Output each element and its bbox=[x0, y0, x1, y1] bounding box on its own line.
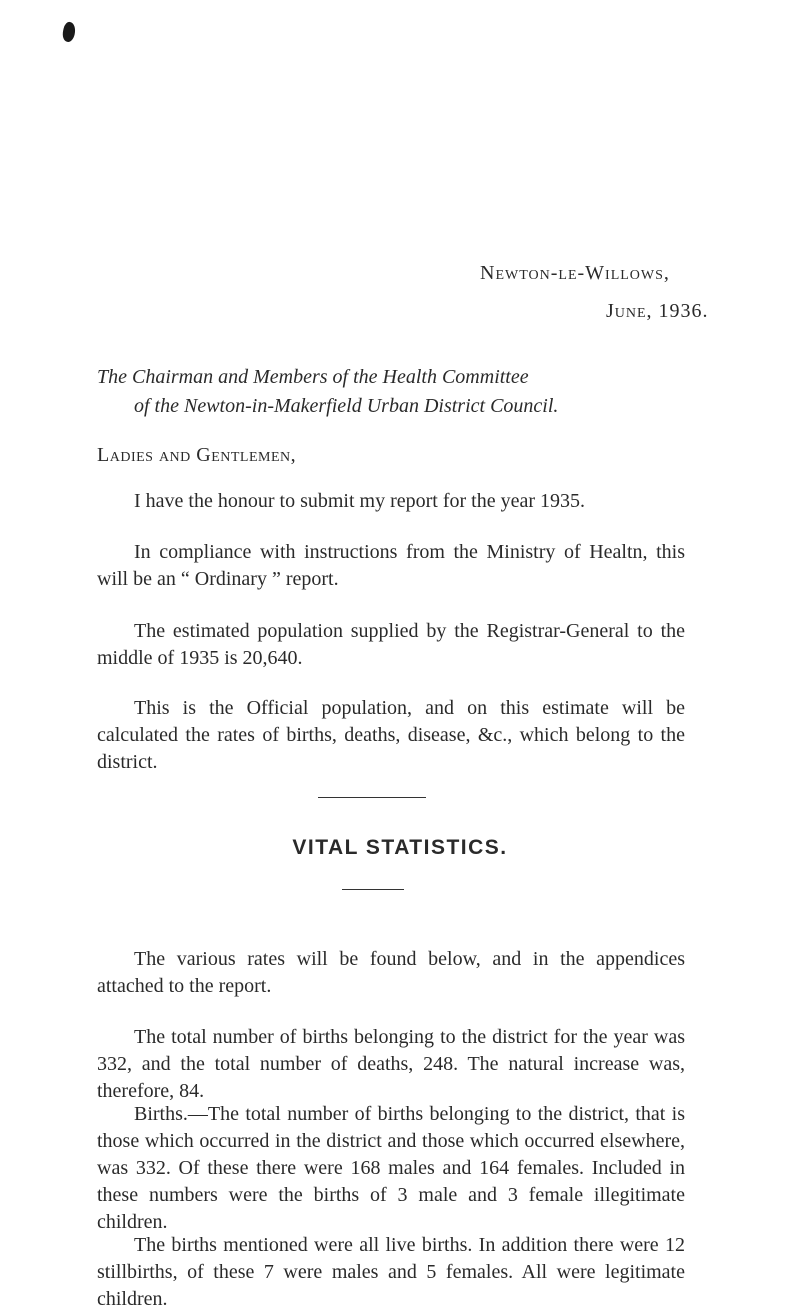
letter-place: Newton-le-Willows, bbox=[480, 262, 670, 284]
paragraph-stillbirths: The births mentioned were all live births. In addition there were 12 stillbirths, of these 7 were males and 5 females. All were legitimate children. bbox=[97, 1234, 685, 1310]
paragraph-rates: The various rates will be found below, and in the appendices attached to the report. bbox=[97, 948, 685, 997]
divider-rule bbox=[318, 797, 426, 798]
addressee-line-2: of the Newton-in-Makerfield Urban District Council. bbox=[134, 395, 559, 417]
letter-date: June, 1936. bbox=[606, 300, 709, 322]
addressee-line-1: The Chairman and Members of the Health Committee bbox=[97, 366, 529, 388]
paragraph-births: Births.—The total number of births belonging to the district, that is those which occurred in the district and those which occurred elsewhere, was 332. Of these there were 168 males and 164 females. Included in these numbers were the births of 3 male and 3 female illegitimate children. bbox=[97, 1103, 685, 1233]
paragraph-population: The estimated population supplied by the Registrar-General to the middle of 1935 is 20,640. bbox=[97, 620, 685, 669]
salutation: Ladies and Gentlemen, bbox=[97, 444, 297, 466]
paragraph-official-population: This is the Official population, and on this estimate will be calculated the rates of births, deaths, disease, &c., which belong to the district. bbox=[97, 697, 685, 773]
paragraph-report-submission: I have the honour to submit my report for the year 1935. bbox=[134, 490, 585, 512]
addressee-block bbox=[97, 363, 737, 421]
paragraph-totals: The total number of births belonging to the district for the year was 332, and the total number of deaths, 248. The natural increase was, therefore, 84. bbox=[97, 1026, 685, 1102]
section-heading: VITAL STATISTICS. bbox=[292, 836, 508, 859]
ink-blot-mark bbox=[61, 21, 77, 43]
divider-rule-short bbox=[342, 889, 404, 890]
paragraph-compliance: In compliance with instructions from the Ministry of Healtn, this will be an “ Ordinary ” report. bbox=[97, 541, 685, 590]
